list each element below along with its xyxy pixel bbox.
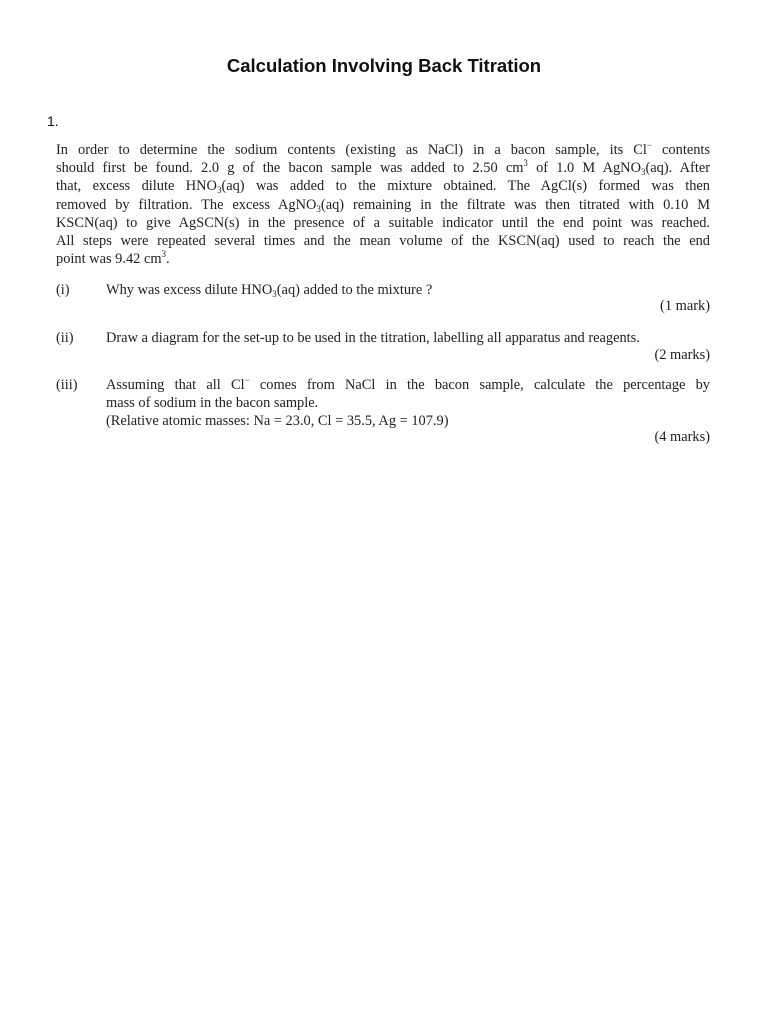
question-number: 1. (47, 113, 59, 129)
page-title: Calculation Involving Back Titration (226, 55, 542, 76)
part-ii-number: (ii) (56, 330, 74, 346)
part-i-number: (i) (56, 282, 70, 298)
part-i-marks: (1 mark) (660, 298, 710, 314)
intro-line-5: KSCN(aq) to give AgSCN(s) in the presence of a suitable indicator until the end point was reached. (56, 214, 710, 231)
part-iii-number: (iii) (56, 377, 78, 393)
intro-line-3: that, excess dilute $HNO_3(aq)$ was added to the mixture obtained. The AgCl(s) formed was then (56, 178, 710, 196)
intro-line-7: point was 9.42 $cm^3$. (56, 249, 170, 268)
part-iii-question: Assuming that all Cl− comes from NaCl in the bacon sample, calculate the percentage by mass of sodium in the bacon sample. (Relative atomic masses: Na = 23.0, Cl = 35.5, Ag = 107.9) (106, 375, 710, 429)
part-iii-marks: (4 marks) (654, 429, 710, 445)
part-ii-question: Draw a diagram for the set-up to be used in the titration, labelling all apparatus and reagents. (106, 330, 640, 346)
intro-line-6: All steps were repeated several times and the mean volume of the KSCN(aq) used to reach the end (56, 233, 710, 250)
part-ii-marks: (2 marks) (654, 347, 710, 363)
part-i-question: Why was excess dilute $HNO_3(aq)$ added to the mixture ? (106, 282, 433, 299)
intro-line-2: should first be found. 2.0 g of the bacon sample was added to 2.50 $cm^3$ of 1.0 M AgNO$_3$(aq). After (56, 158, 710, 178)
question-intro (56, 141, 710, 268)
intro-line-1: In order to determine the sodium contents (existing as NaCl) in a bacon sample, its Cl− contents (56, 140, 711, 158)
intro-line-4: removed by filtration. The excess AgNO$_3$(aq) remaining in the filtrate was then titrated with 0.10 M (56, 196, 710, 214)
